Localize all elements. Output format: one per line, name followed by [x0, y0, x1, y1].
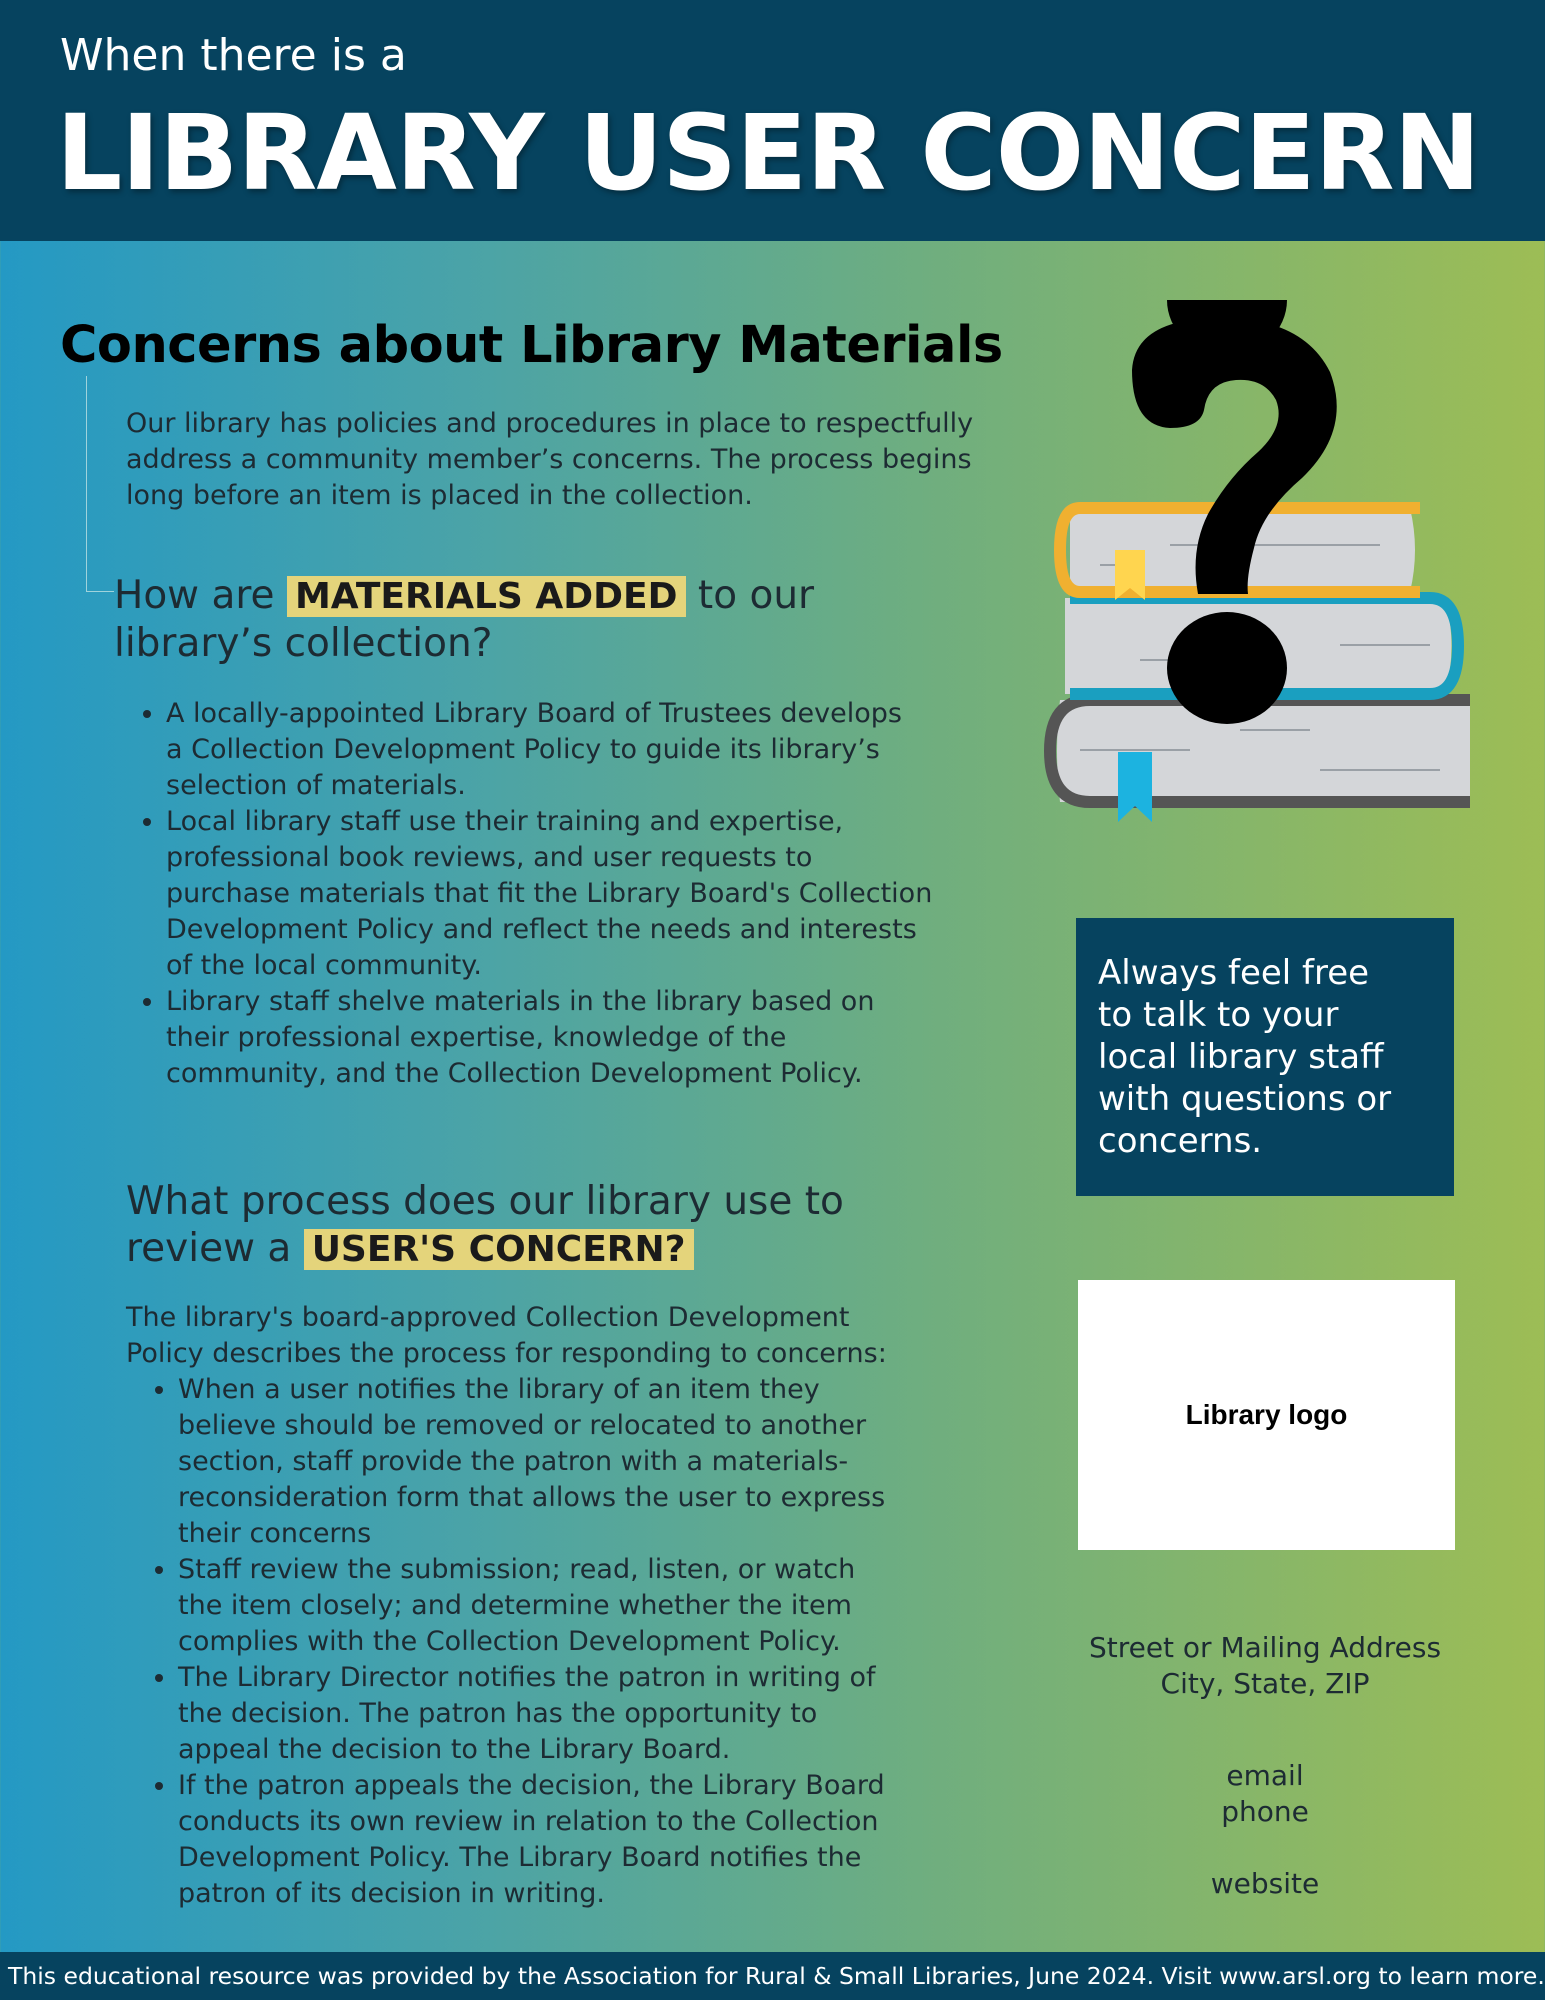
highlight-materials-added: MATERIALS ADDED: [287, 576, 686, 617]
email-text: email: [1226, 1759, 1304, 1792]
list-item: • Library staff shelve materials in the library based on their professional expertise, knowledge of the community, and the Collection Development Policy.: [166, 984, 1046, 1092]
library-logo-placeholder: [1078, 1280, 1455, 1550]
process-intro-line: The library's board-approved Collection Development: [126, 1302, 850, 1333]
question-text: How are: [114, 573, 275, 618]
header-banner: [0, 0, 1545, 241]
header-pretitle: When there is a: [60, 30, 407, 81]
logo-placeholder-text: Library logo: [1185, 1399, 1348, 1430]
city-line: City, State, ZIP: [1160, 1667, 1370, 1700]
header-title: LIBRARY USER CONCERN: [56, 92, 1480, 214]
books-question-illustration: [1040, 300, 1480, 840]
list-item: • Local library staff use their training and expertise, professional book reviews, and user requests to purchase materials that fit the Library Board's Collection Development Policy and reflect the needs and interests of the local community.: [166, 804, 1046, 984]
question-text: review a: [126, 1226, 292, 1271]
callout-line: concerns.: [1098, 1121, 1263, 1161]
question-review-process: [126, 1178, 844, 1273]
list-item: • Staff review the submission; read, listen, or watch the item closely; and determine whether the item complies with the Collection Development Policy.: [178, 1552, 1038, 1660]
materials-added-list: [128, 696, 1046, 1092]
intro-line: Our library has policies and procedures in place to respectfully: [126, 408, 974, 439]
process-intro-line: Policy describes the process for responding to concerns:: [126, 1338, 887, 1369]
review-process-list: [140, 1372, 1038, 1912]
question-text: to our: [697, 573, 815, 618]
callout-line: with questions or: [1098, 1079, 1392, 1119]
list-item: • If the patron appeals the decision, the Library Board conducts its own review in relation to the Collection Development Policy. The Library Board notifies the patron of its decision in writing.: [178, 1768, 1038, 1912]
section-title: Concerns about Library Materials: [60, 316, 1003, 375]
phone-text: phone: [1221, 1795, 1309, 1828]
callout-line: Always feel free: [1098, 953, 1370, 993]
decorative-line: [86, 376, 87, 591]
footer: This educational resource was provided by the Association for Rural & Small Libraries, June 2024. Visit www.arsl.org to learn more.: [0, 1952, 1545, 2000]
bookmark-icon: [1118, 752, 1152, 822]
callout-line: local library staff: [1098, 1037, 1384, 1077]
callout-line: to talk to your: [1098, 995, 1339, 1035]
intro-paragraph: [126, 406, 1006, 514]
intro-line: address a community member’s concerns. The process begins: [126, 444, 972, 475]
list-item: • The Library Director notifies the patron in writing of the decision. The patron has the opportunity to appeal the decision to the Library Board.: [178, 1660, 1038, 1768]
contact-address: [1040, 1630, 1490, 1702]
question-text: What process does our library use to: [126, 1179, 844, 1224]
process-intro: [126, 1300, 986, 1372]
list-item: • A locally-appointed Library Board of Trustees develops a Collection Development Policy to guide its library’s selection of materials.: [166, 696, 1046, 804]
contact-details: [1040, 1758, 1490, 1902]
intro-line: long before an item is placed in the collection.: [126, 480, 753, 511]
highlight-users-concern: USER'S CONCERN?: [304, 1229, 694, 1270]
decorative-line: [86, 591, 114, 592]
question-text: library’s collection?: [114, 621, 493, 666]
callout-box: [1076, 918, 1454, 1196]
list-item: • When a user notifies the library of an item they believe should be removed or relocated to another section, staff provide the patron with a materials- reconsideration form that allows the user to express their concerns: [178, 1372, 1038, 1552]
question-materials-added: [114, 572, 814, 667]
address-line: Street or Mailing Address: [1088, 1631, 1442, 1664]
website-text: website: [1210, 1867, 1320, 1900]
